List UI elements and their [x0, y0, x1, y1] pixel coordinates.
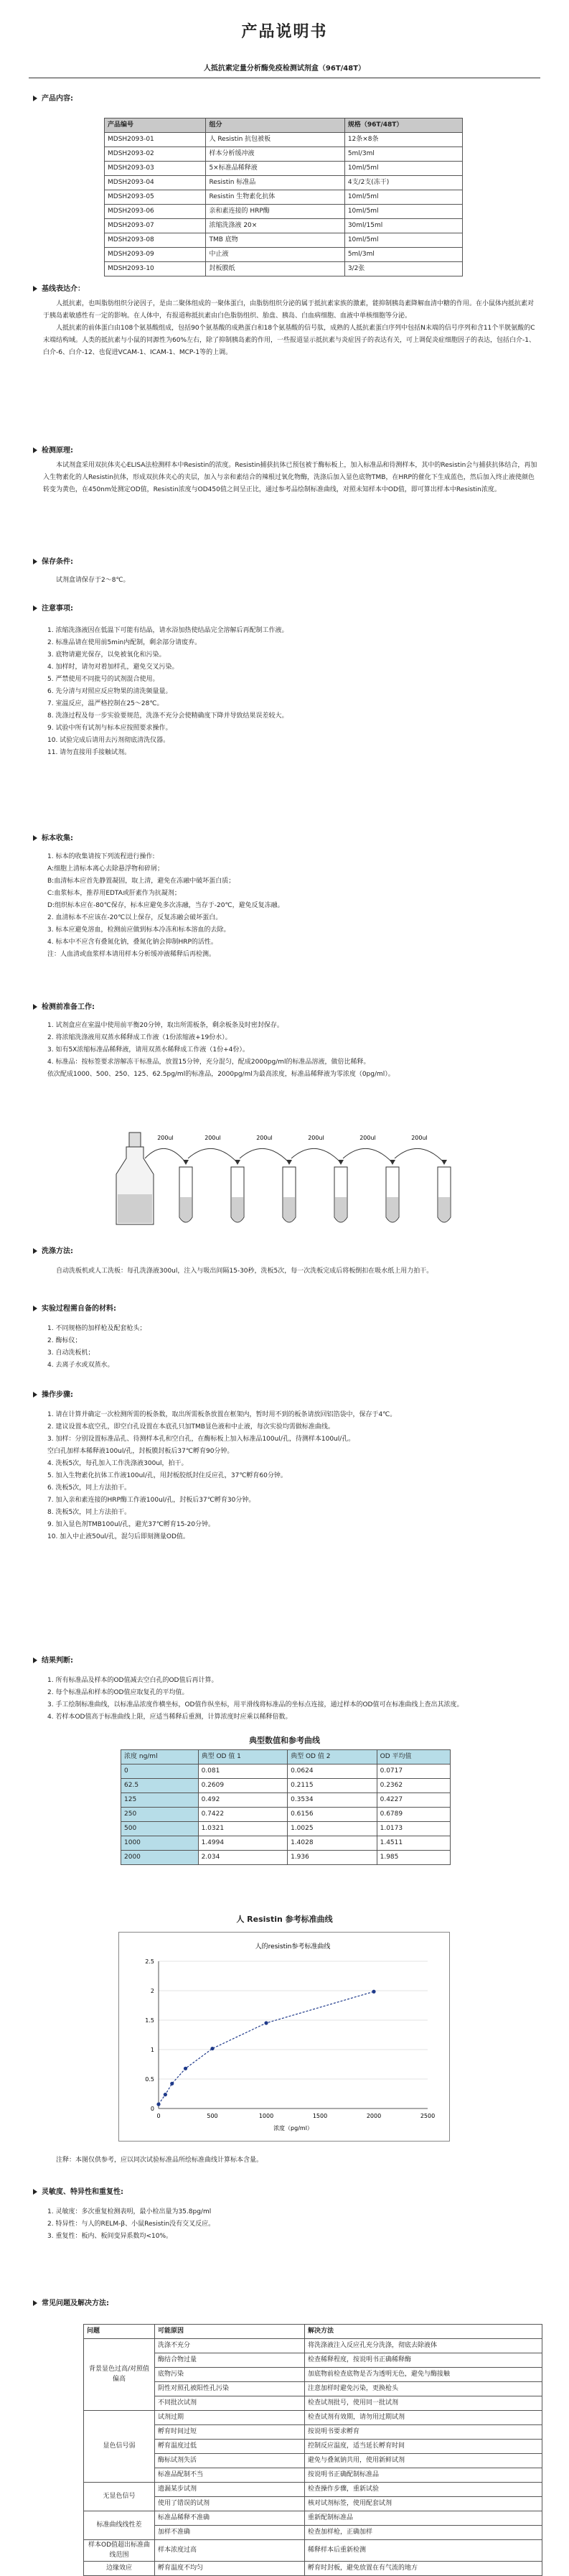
standard-values-table [121, 1749, 451, 1865]
list-item: 4. 去离子水或双蒸水。 [47, 1362, 114, 1369]
transfer-arrow-icon [395, 1148, 444, 1163]
faq-solution: 检查加样枪，正确加样 [305, 2526, 542, 2540]
sensitivity-list [47, 2206, 540, 2243]
list-item: 依次配成1000、500、250、125、62.5pg/ml的标准品，2000pg/ml为最高浓度，标准品稀释液为零浓度（0pg/ml）。 [47, 1071, 395, 1078]
table-row [121, 1822, 451, 1836]
faq-cause: 遗漏某步试剂 [155, 2483, 305, 2497]
table-cell: 30ml/15ml [344, 219, 462, 233]
list-item: 2. 特异性：与人的RELM-β、小鼠Resistin没有交叉反应。 [47, 2221, 215, 2228]
faq-solution: 按说明书正确配制标准品 [305, 2468, 542, 2483]
faq-problem: 背景显色过高/对照值偏高 [84, 2339, 155, 2411]
table-cell: 10ml/5ml [344, 233, 462, 248]
table-cell: 1.936 [288, 1851, 377, 1865]
data-point [170, 2082, 174, 2086]
list-item: 2. 建议设置本底空孔，即空白孔设置在本底孔只加TMB显色液和中止液，每次实验均需做标准曲线。 [47, 1423, 334, 1431]
faq-solution: 避免与叠氮钠共用，使用新鲜试剂 [305, 2454, 542, 2468]
data-point [372, 1990, 375, 1994]
table-row [121, 1764, 451, 1779]
arrow-head-icon [390, 1160, 395, 1165]
table-cell: 1.0173 [377, 1822, 450, 1836]
list-item: 6. 洗板5次，同上方法拍干。 [47, 1484, 131, 1492]
table-row [105, 147, 463, 162]
faq-table [83, 2324, 542, 2576]
table-cell: 10ml/5ml [344, 190, 462, 205]
steps-list [47, 1409, 540, 1543]
faq-solution: 重新配制标准品 [305, 2511, 542, 2526]
x-tick-label: 0 [156, 2113, 161, 2119]
list-item: B:血清标本应首先静置凝固，取上清，避免在冻融中破坏蛋白质； [47, 878, 235, 885]
bullet-arrow-icon [33, 447, 37, 453]
section-sample: 标本收集: [33, 833, 73, 844]
test-tube-icon [231, 1167, 244, 1222]
table-row [84, 2540, 542, 2562]
faq-cause: 孵育温度不均匀 [155, 2562, 305, 2576]
list-item: 4. 若样本OD值高于标准曲线上限，应适当稀释后重测，计算浓度时应乘以稀释倍数。 [47, 1714, 292, 1721]
faq-cause: 使用了错误的试剂 [155, 2497, 305, 2511]
table-row [105, 176, 463, 190]
faq-problem: 边缘效应 [84, 2562, 155, 2576]
section-storage: 保存条件: [33, 557, 73, 567]
faq-solution: 核对试剂标签，使用配套试剂 [305, 2497, 542, 2511]
faq-cause: 孵育时间过短 [155, 2425, 305, 2440]
table-cell: 12条×8条 [344, 133, 462, 147]
table-cell: MDSH2093-04 [105, 176, 206, 190]
table-cell: 0.2362 [377, 1779, 450, 1793]
faq-solution: 按说明书要求孵育 [305, 2425, 542, 2440]
table-cell: MDSH2093-06 [105, 205, 206, 219]
section-contents: 产品内容: [33, 93, 73, 104]
y-tick-label: 1.5 [145, 2017, 154, 2024]
y-tick-label: 2.5 [145, 1958, 154, 1965]
table-cell: 0.081 [198, 1764, 288, 1779]
bullet-arrow-icon [33, 559, 37, 564]
table-row [84, 2562, 542, 2576]
table-cell: 250 [121, 1808, 199, 1822]
faq-problem: 样本OD值超出标准曲线范围 [84, 2540, 155, 2562]
faq-cause: 标准品稀释不准确 [155, 2511, 305, 2526]
faq-cause: 样本浓度过高 [155, 2540, 305, 2562]
list-item: 4. 洗板5次，每孔加入工作洗涤液300ul，拍干。 [47, 1460, 188, 1467]
table-row [105, 133, 463, 147]
table-row [105, 162, 463, 176]
transfer-volume-label: 200ul [411, 1135, 428, 1141]
list-item: 4. 标准品：按标签要求溶解冻干标准品，放置15分钟，充分混匀，配成2000pg/ml的标准品溶液，做倍比稀释。 [47, 1059, 370, 1066]
list-item: 7. 室温反应，温严格控制在25～28℃。 [47, 700, 164, 707]
faq-solution: 检查操作步骤，重新试验 [305, 2483, 542, 2497]
list-item: 1. 请在计算并确定一次检测所需的板条数，取出所需板条放置在框架内，暂时用不到的板条请放回铝箔袋中，保存于4℃。 [47, 1411, 397, 1418]
table-cell: 2000 [121, 1851, 199, 1865]
faq-cause: 标准品配制不当 [155, 2468, 305, 2483]
table-header-row [84, 2325, 542, 2339]
list-item: 2. 血清标本不应该在-20℃以上保存，反复冻融会破坏蛋白。 [47, 914, 222, 921]
y-tick-label: 2 [150, 1988, 154, 1994]
list-item: 8. 洗涤过程及每一步实验要规范，洗涤不充分会使精确度下降并导致结果误差较大。 [47, 712, 288, 720]
section-sensitivity: 灵敏度、特异性和重复性: [33, 2187, 123, 2198]
table-cell: 0.2609 [198, 1779, 288, 1793]
stock-bottle-icon [116, 1133, 154, 1224]
section-materials: 实验过程需自备的材料: [33, 1303, 116, 1314]
faq-solution: 检查试剂批号，使用同一批试剂 [305, 2396, 542, 2411]
section-notes: 注意事项: [33, 603, 73, 614]
list-item: 2. 每个标准品和样本的OD值应取复孔的平均值。 [47, 1689, 189, 1696]
page-title: 产品说明书 [241, 23, 328, 41]
table-cell: 0.0624 [288, 1764, 377, 1779]
table-cell: 500 [121, 1822, 199, 1836]
table-cell: 0.4227 [377, 1793, 450, 1808]
list-item: 注：人血清或血浆样本请用样本分析缓冲液稀释后再检测。 [47, 951, 216, 958]
table-cell: 10ml/5ml [344, 205, 462, 219]
faq-problem: 无显色信号 [84, 2483, 155, 2511]
table-cell: 0.6789 [377, 1808, 450, 1822]
table-cell: TMB 底物 [206, 233, 344, 248]
series-line [159, 1991, 374, 2104]
table-row [105, 233, 463, 248]
list-item: 1. 试剂盒应在室温中使用前平衡20分钟，取出所需板条，剩余板条及时密封保存。 [47, 1022, 283, 1029]
list-item: 2. 酶标仪； [47, 1337, 82, 1344]
list-item: 3. 加样：分别设置标准品孔、待测样本孔和空白孔，在酶标板上加入标准品100ul/孔，待测样本100ul/孔。 [47, 1436, 355, 1443]
table-cell: 0.7422 [198, 1808, 288, 1822]
table-cell: 1000 [121, 1836, 199, 1851]
bullet-arrow-icon [33, 2300, 37, 2306]
y-tick-label: 1 [150, 2047, 154, 2053]
data-point [164, 2093, 167, 2096]
data-point [210, 2047, 214, 2050]
table-cell: 5ml/3ml [344, 147, 462, 162]
list-item: A:细胞上清标本离心去除悬浮物和碎屑； [47, 865, 164, 873]
table-cell: MDSH2093-07 [105, 219, 206, 233]
column-header: 产品编号 [105, 118, 206, 133]
y-tick-label: 0.5 [145, 2076, 154, 2083]
transfer-arrow-icon [343, 1148, 392, 1163]
table-cell: 1.0025 [288, 1822, 377, 1836]
wash-text: 自动洗板机或人工洗板：每孔洗涤液300ul，注入与吸出间隔15-30秒，洗板5次，每一次洗板完成后将板倒扣在吸水纸上用力拍干。 [56, 1268, 433, 1275]
table-cell: 中止液 [206, 248, 344, 262]
column-header: OD 平均值 [377, 1750, 450, 1764]
column-header: 浓度 ng/ml [121, 1750, 199, 1764]
table-header-row [121, 1750, 451, 1764]
table-cell: 亲和素连接的 HRP酶 [206, 205, 344, 219]
bullet-arrow-icon [33, 1306, 37, 1311]
transfer-volume-label: 200ul [204, 1135, 221, 1141]
column-header: 可能原因 [155, 2325, 305, 2339]
section-steps: 操作步骤: [33, 1390, 73, 1400]
table-cell: 10ml/5ml [344, 162, 462, 176]
table-cell: 1.0321 [198, 1822, 288, 1836]
arrow-head-icon [183, 1160, 189, 1165]
table-row [84, 2483, 542, 2497]
table-row [84, 2511, 542, 2526]
faq-solution: 将洗涤液注入反应孔充分洗涤，彻底去除液体 [305, 2339, 542, 2353]
principle-paragraph: 本试剂盒采用双抗体夹心ELISA法检测样本中Resistin的浓度。Resistin捕获抗体已预包被于酶标板上，加入标准品和待测样本，其中的Resistin会与捕获抗体结合，再加入生物素化的人Resistin抗体，形成双抗体夹心的夹层，加入与亲和素结合的辣根过氧化物酶，洗涤后加入显色底物TMB，在HRP的催化下生成蓝色，然后加入终止液使颜色转变为黄色，在450nm处测定OD值，Resistin浓度与OD450值之间呈正比，通过参考品绘制标准曲线，对照未知样本中OD值，即可算出样本中Resistin浓度。 [43, 462, 537, 493]
table-cell: 62.5 [121, 1779, 199, 1793]
column-header: 规格（96T/48T） [344, 118, 462, 133]
table-cell: 5ml/3ml [344, 248, 462, 262]
table-cell: 0.492 [198, 1793, 288, 1808]
faq-cause: 试剂过期 [155, 2411, 305, 2425]
standard-curve-svg [119, 1933, 449, 2141]
bullet-arrow-icon [33, 1248, 37, 1254]
table-row [105, 190, 463, 205]
table-cell: MDSH2093-10 [105, 262, 206, 276]
list-item: 4. 加样时，请勿对着加样孔，避免交叉污染。 [47, 664, 179, 671]
list-item: D:组织标本应在-80℃保存，标本应避免多次冻融，当存于-20℃，避免反复冻融。 [47, 902, 284, 909]
x-tick-label: 2500 [420, 2113, 436, 2119]
faq-cause: 孵育温度过低 [155, 2440, 305, 2454]
arrow-head-icon [441, 1160, 447, 1165]
list-item: 1. 所有标准品及样本的OD值减去空白孔的OD值后再计算。 [47, 1677, 218, 1684]
table-row [105, 248, 463, 262]
transfer-arrow-icon [188, 1148, 238, 1163]
faq-solution: 注意加样时避免污染，更换枪头 [305, 2382, 542, 2396]
table-cell: MDSH2093-01 [105, 133, 206, 147]
list-item: 10. 试验完成后请用去污剂彻底清洗仪器。 [47, 737, 170, 744]
bullet-arrow-icon [33, 2189, 37, 2195]
faq-cause: 洗涤不充分 [155, 2339, 305, 2353]
result-list [47, 1675, 540, 1724]
table-row [105, 219, 463, 233]
section-faq: 常见问题及解决方法: [33, 2298, 109, 2309]
transfer-volume-label: 200ul [308, 1135, 324, 1141]
section-background: 基线表达介： [33, 284, 85, 294]
bullet-arrow-icon [33, 1657, 37, 1663]
faq-solution: 检查稀释程度，按说明书正确稀释酶 [305, 2353, 542, 2368]
table-row [121, 1808, 451, 1822]
table-cell: Resistin 生物素化抗体 [206, 190, 344, 205]
background-paragraphs [43, 298, 538, 359]
storage-text: 试剂盒请保存于2～8℃。 [56, 577, 130, 584]
table-cell: MDSH2093-03 [105, 162, 206, 176]
list-item: 7. 加入亲和素连接的HRP酶工作液100ul/孔，封板后37℃孵育30分钟。 [47, 1497, 255, 1504]
faq-cause: 阴性对照孔被阳性孔污染 [155, 2382, 305, 2396]
arrow-head-icon [286, 1160, 292, 1165]
test-tube-icon [179, 1167, 192, 1222]
table-cell: 封板膜纸 [206, 262, 344, 276]
notes-list [47, 625, 540, 759]
section-result: 结果判断: [33, 1655, 73, 1666]
transfer-arrow-icon [291, 1148, 341, 1163]
table-row [84, 2411, 542, 2425]
arrow-head-icon [235, 1160, 240, 1165]
arrow-head-icon [338, 1160, 344, 1165]
table-cell: 125 [121, 1793, 199, 1808]
table-cell: 人 Resistin 抗包被板 [206, 133, 344, 147]
column-header: 问题 [84, 2325, 155, 2339]
table-cell: MDSH2093-09 [105, 248, 206, 262]
list-item: 1. 标本的收集请按下列流程进行操作: [47, 853, 155, 860]
page-subtitle: 人抵抗素定量分析酶免疫检测试剂盒（96T/48T） [203, 65, 366, 73]
table-header-row [105, 118, 463, 133]
table-row [105, 205, 463, 219]
list-item: 1. 不同规格的加样枪及配套枪头； [47, 1325, 146, 1332]
table-cell: 1.4511 [377, 1836, 450, 1851]
faq-solution: 稀释样本后重新检测 [305, 2540, 542, 2562]
faq-solution: 加底物前检查底物是否为透明无色，避免与酶接触 [305, 2368, 542, 2382]
table-cell: 3/2张 [344, 262, 462, 276]
list-item: 11. 请勿直接用手接触试剂。 [47, 749, 131, 756]
list-item: 空白孔加样本稀释液100ul/孔，封板膜封板后37℃孵育90分钟。 [47, 1448, 234, 1455]
faq-cause: 底物污染 [155, 2368, 305, 2382]
list-item: 1. 灵敏度：多次重复检测表明，最小检出量为35.8pg/ml [47, 2208, 212, 2215]
bullet-arrow-icon [33, 1392, 37, 1398]
column-header: 典型 OD 值 2 [288, 1750, 377, 1764]
section-prep: 检测前准备工作: [33, 1002, 95, 1013]
table-row [121, 1836, 451, 1851]
column-header: 组分 [206, 118, 344, 133]
x-tick-label: 1000 [258, 2113, 274, 2119]
faq-solution: 孵育时封板，避免放置在有气流的地方 [305, 2562, 542, 2576]
table-row [105, 262, 463, 276]
table-cell: MDSH2093-02 [105, 147, 206, 162]
section-wash: 洗涤方法: [33, 1246, 73, 1257]
table-cell: 0.0717 [377, 1764, 450, 1779]
background-paragraph: 人抵抗素，也叫脂肪组织分泌因子，是由二聚体组成的一聚体蛋白，由脂肪组织分泌的属于抵抗素家族的激素，能抑制胰岛素降解血清中糖的作用。在小鼠体内抵抗素对于胰岛素敏感性有一定的影响。在人体中，有报道称抵抗素由白色脂肪组织、胎盘、胰岛、白血病细胞、血液中单核细胞等分泌。 [43, 300, 535, 320]
transfer-volume-label: 200ul [157, 1135, 174, 1141]
table-cell: 0 [121, 1764, 199, 1779]
list-item: 6. 先分清与对照应反应物果的清洗频量量。 [47, 688, 172, 695]
table-row [121, 1851, 451, 1865]
table-cell: 样本分析缓冲液 [206, 147, 344, 162]
test-tube-icon [283, 1167, 296, 1222]
chart-title: 人的resistin参考标准曲线 [255, 1943, 331, 1950]
table-row [84, 2339, 542, 2353]
table-cell: 1.4994 [198, 1836, 288, 1851]
list-item: 3. 自动洗板机； [47, 1349, 95, 1357]
bullet-arrow-icon [33, 835, 37, 841]
transfer-volume-label: 200ul [359, 1135, 376, 1141]
data-point [156, 2103, 160, 2106]
table-row [121, 1793, 451, 1808]
faq-cause: 不同批次试剂 [155, 2396, 305, 2411]
list-item: 10. 加入中止液50ul/孔，混匀后即刻测量OD值。 [47, 1533, 189, 1540]
transfer-volume-label: 200ul [256, 1135, 273, 1141]
list-item: C:血浆标本，推荐用EDTA或肝素作为抗凝剂； [47, 890, 181, 897]
chart-caption: 人 Resistin 参考标准曲线 [236, 1915, 333, 1924]
std-table-title: 典型数值和参考曲线 [249, 1736, 320, 1745]
x-axis-label: 浓度（pg/ml） [273, 2125, 313, 2131]
sample-list [47, 851, 540, 961]
faq-cause: 酶结合物过量 [155, 2353, 305, 2368]
list-item: 9. 加入显色剂TMB100ul/孔，避光37℃孵育15-20分钟。 [47, 1521, 215, 1528]
section-principle: 检测原理: [33, 445, 73, 456]
table-cell: 4支/2支(冻干) [344, 176, 462, 190]
list-item: 3. 手工绘制标准曲线，以标准品浓度作横坐标，OD值作纵坐标，用平滑线将标准品的坐标点连接，通过样本的OD值可在标准曲线上查出其浓度。 [47, 1701, 464, 1708]
list-item: 3. 重复性：板内、板间变异系数均<10%。 [47, 2233, 172, 2240]
transfer-arrow-icon [145, 1148, 186, 1163]
standard-curve-chart [118, 1932, 450, 2142]
data-point [184, 2067, 187, 2070]
prep-list [47, 1020, 540, 1081]
table-cell: 5×标准品稀释液 [206, 162, 344, 176]
bullet-arrow-icon [33, 605, 37, 611]
data-point [264, 2021, 268, 2024]
table-cell: 0.2115 [288, 1779, 377, 1793]
table-cell: MDSH2093-08 [105, 233, 206, 248]
bullet-arrow-icon [33, 96, 37, 101]
test-tube-icon [386, 1167, 399, 1222]
table-cell: MDSH2093-05 [105, 190, 206, 205]
list-item: 2. 将浓缩洗涤液用双蒸水稀释成工作液（1份浓缩液+19份水）。 [47, 1034, 232, 1041]
bullet-arrow-icon [33, 1004, 37, 1010]
table-cell: 2.034 [198, 1851, 288, 1865]
x-tick-label: 2000 [366, 2113, 382, 2119]
serial-dilution-diagram [100, 1131, 502, 1232]
chart-note: 注释：本图仅供参考，应以同次试验标准品所绘标准曲线计算标本含量。 [56, 2157, 263, 2164]
faq-cause: 酶标试剂失活 [155, 2454, 305, 2468]
list-item: 1. 浓缩洗涤液因在低温下可能有结晶，请水浴加热使结晶完全溶解后再配制工作液。 [47, 627, 288, 634]
table-cell: 1.985 [377, 1851, 450, 1865]
y-tick-label: 0 [150, 2106, 154, 2112]
list-item: 4. 标本中不应含有叠氮化钠，叠氮化钠会抑制HRP的活性。 [47, 939, 217, 946]
faq-cause: 加样不准确 [155, 2526, 305, 2540]
column-header: 典型 OD 值 1 [198, 1750, 288, 1764]
list-item: 8. 洗板5次，同上方法拍干。 [47, 1509, 131, 1516]
faq-solution: 控制反应温度，适当延长孵育时间 [305, 2440, 542, 2454]
materials-list [47, 1323, 540, 1372]
list-item: 9. 试验中所有试剂与标本应按照要求操作。 [47, 725, 172, 732]
list-item: 2. 标准品请在使用前5min内配制，剩余部分请废弃。 [47, 639, 202, 646]
bullet-arrow-icon [33, 286, 37, 292]
test-tube-icon [438, 1167, 451, 1222]
faq-solution: 检查试剂有效期，请勿用过期试剂 [305, 2411, 542, 2425]
faq-problem: 标准曲线线性差 [84, 2511, 155, 2540]
table-cell: 浓缩洗涤液 20× [206, 219, 344, 233]
x-tick-label: 500 [207, 2113, 218, 2119]
transfer-arrow-icon [240, 1148, 289, 1163]
list-item: 3. 底物请避光保存，以免被氧化和污染。 [47, 651, 166, 659]
list-item: 3. 标本应避免溶血，检测前应做到标本冷冻和标本溶血的去除。 [47, 926, 230, 934]
list-item: 5. 加入生物素化抗体工作液100ul/孔，用封板胶纸封住反应孔，37℃孵育60分钟。 [47, 1472, 287, 1479]
column-header: 解决方法 [305, 2325, 542, 2339]
x-tick-label: 1500 [312, 2113, 328, 2119]
table-cell: Resistin 标准品 [206, 176, 344, 190]
background-paragraph: 人抵抗素的前体蛋白由108个氨基酸组成，包括90个氨基酸的成熟蛋白和18个氨基酸的信号肽，成熟的人抵抗素蛋白序列中包括N末端的信号序列和含11个半胱氨酸的C末端结构域。人类的抵抗素与小鼠的同源性为60%左右，除了抑制胰岛素的作用，一些报道显示抵抗素与炎症因子的表达有关，可上调促炎症细胞因子的表达，包括白介-1、白介-6、白介-12、也促进VCAM-1、ICAM-1、MCP-1等的上调。 [43, 325, 535, 356]
table-row [121, 1779, 451, 1793]
contents-table [104, 118, 463, 276]
list-item: 5. 严禁使用不同批号的试剂混合使用。 [47, 676, 159, 683]
table-cell: 1.4028 [288, 1836, 377, 1851]
faq-problem: 显色信号弱 [84, 2411, 155, 2483]
table-cell: 0.6156 [288, 1808, 377, 1822]
test-tube-icon [334, 1167, 347, 1222]
table-cell: 0.3534 [288, 1793, 377, 1808]
list-item: 3. 如有5X浓缩标准品稀释液，请用双蒸水稀释成工作液（1份+4份）。 [47, 1046, 249, 1054]
